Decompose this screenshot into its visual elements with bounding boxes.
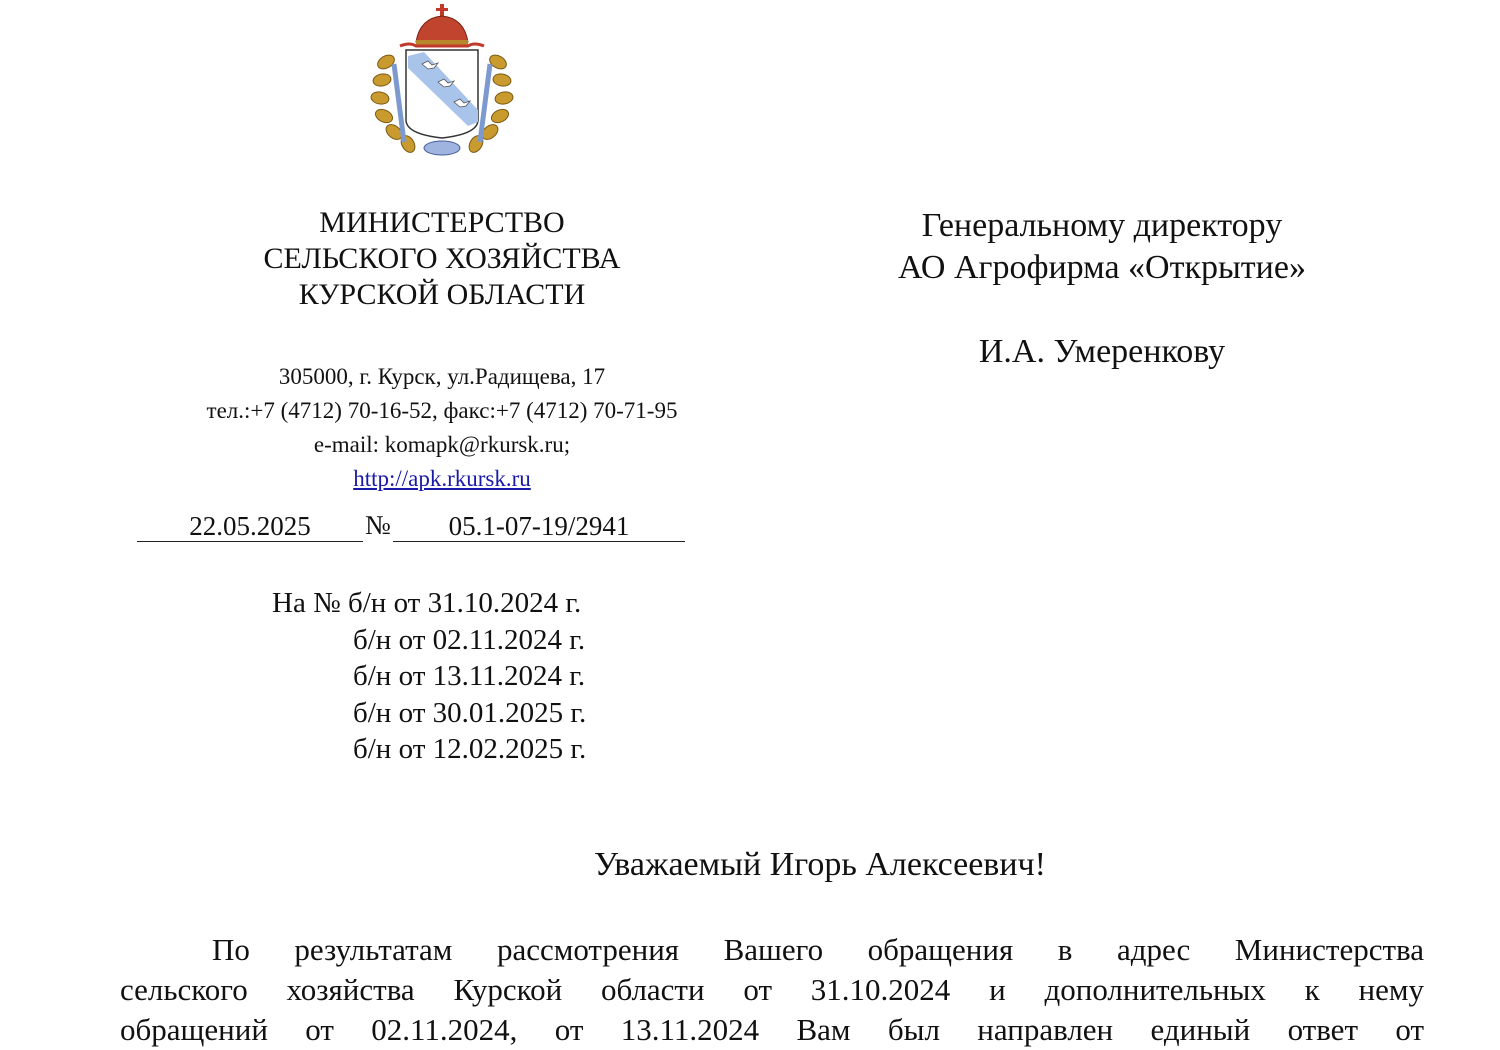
recipient-position: Генеральному директору (921, 207, 1283, 244)
reference-item: б/н от 12.02.2025 г. (353, 733, 587, 765)
registration-number: 05.1-07-19/2941 (393, 507, 685, 542)
recipient-block (860, 205, 1344, 373)
registration-date: 22.05.2025 (137, 507, 363, 542)
phone-fax: тел.:+7 (4712) 70-16-52, факс:+7 (4712) 70-71-95 (206, 398, 678, 423)
registration-line (137, 507, 687, 543)
ministry-contacts (150, 360, 734, 496)
recipient-name: И.А. Умеренкову (978, 333, 1226, 370)
ministry-name (180, 205, 704, 313)
body-line: обращений от 02.11.2024, от 13.11.2024 Вам был направлен единый ответ от (120, 1012, 1424, 1047)
recipient-company: АО Агрофирма «Открытие» (898, 249, 1306, 286)
coat-of-arms-logo (364, 2, 520, 158)
reference-item (272, 585, 586, 622)
ministry-line: СЕЛЬСКОГО ХОЗЯЙСТВА (263, 242, 621, 275)
reference-item: б/н от 13.11.2024 г. (353, 660, 586, 692)
body-line: сельского хозяйства Курской области от 31.10.2024 и дополнительных к нему (120, 972, 1424, 1007)
body-line: По результатам рассмотрения Вашего обращения в адрес Министерства (212, 932, 1424, 967)
in-reply-to (272, 585, 586, 768)
reference-prefix: На № (272, 587, 341, 619)
number-sign: № (365, 510, 391, 540)
ministry-line: МИНИСТЕРСТВО (319, 206, 565, 239)
ministry-line: КУРСКОЙ ОБЛАСТИ (298, 278, 586, 311)
reference-item: б/н от 30.01.2025 г. (353, 696, 587, 729)
email: e-mail: komapk@rkursk.ru; (313, 432, 571, 457)
letter-body (120, 930, 1424, 1050)
reference-item: б/н от 02.11.2024 г. (353, 623, 586, 656)
crest-icon (364, 2, 520, 158)
greeting: Уважаемый Игорь Алексеевич! (594, 846, 1046, 883)
website-link[interactable]: http://apk.rkursk.ru (353, 466, 531, 491)
reference-text: б/н от 31.10.2024 г. (347, 587, 582, 619)
address: 305000, г. Курск, ул.Радищева, 17 (278, 364, 606, 389)
